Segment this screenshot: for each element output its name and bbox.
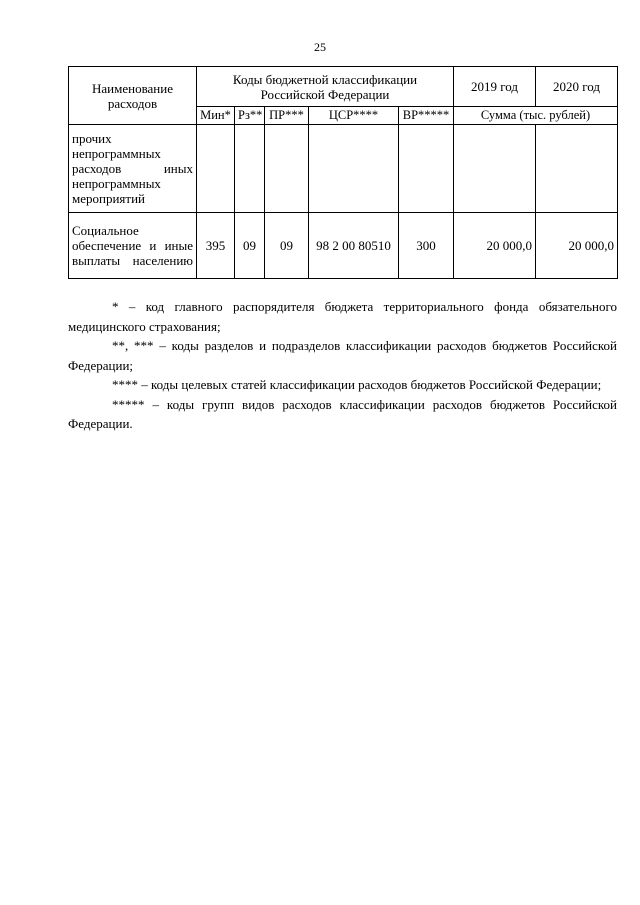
header-year-2019: 2019 год — [454, 67, 536, 107]
header-codes: Коды бюджетной классификации Российской Федерации — [197, 67, 454, 107]
footnote: * – код главного распорядителя бюджета территориального фонда обязательного медицинского страхования; — [68, 299, 617, 334]
row-description: Социальное обеспечение и иные выплаты населению — [69, 213, 197, 279]
row-description: прочих непрограммных расходов иных непрограммных мероприятий — [69, 125, 197, 213]
header-year-2020: 2020 год — [536, 67, 618, 107]
header-name: Наименование расходов — [69, 67, 197, 125]
cell-rz — [235, 125, 265, 213]
cell-min: 395 — [197, 213, 235, 279]
header-csr: ЦСР**** — [309, 107, 399, 125]
cell-pr — [265, 125, 309, 213]
cell-2020 — [536, 125, 618, 213]
header-vr: ВР***** — [399, 107, 454, 125]
cell-2019 — [454, 125, 536, 213]
header-min: Мин* — [197, 107, 235, 125]
cell-2020: 20 000,0 — [536, 213, 618, 279]
table-row — [69, 213, 618, 279]
cell-csr — [309, 125, 399, 213]
cell-csr: 98 2 00 80510 — [309, 213, 399, 279]
table-row — [69, 125, 618, 213]
page-number: 25 — [314, 40, 326, 54]
footnote: ***** – коды групп видов расходов классификации расходов бюджетов Российской Федерации. — [68, 396, 617, 431]
footnote: **, *** – коды разделов и подразделов классификации расходов бюджетов Российской Федерации; — [68, 338, 617, 373]
header-sum: Сумма (тыс. рублей) — [454, 107, 618, 125]
header-row — [69, 67, 618, 107]
footnotes — [68, 297, 617, 434]
cell-vr — [399, 125, 454, 213]
header-pr: ПР*** — [265, 107, 309, 125]
cell-min — [197, 125, 235, 213]
cell-vr: 300 — [399, 213, 454, 279]
cell-2019: 20 000,0 — [454, 213, 536, 279]
cell-pr: 09 — [265, 213, 309, 279]
header-rz: Рз** — [235, 107, 265, 125]
budget-table — [68, 66, 618, 279]
footnote: **** – коды целевых статей классификации расходов бюджетов Российской Федерации; — [112, 377, 602, 392]
cell-rz: 09 — [235, 213, 265, 279]
